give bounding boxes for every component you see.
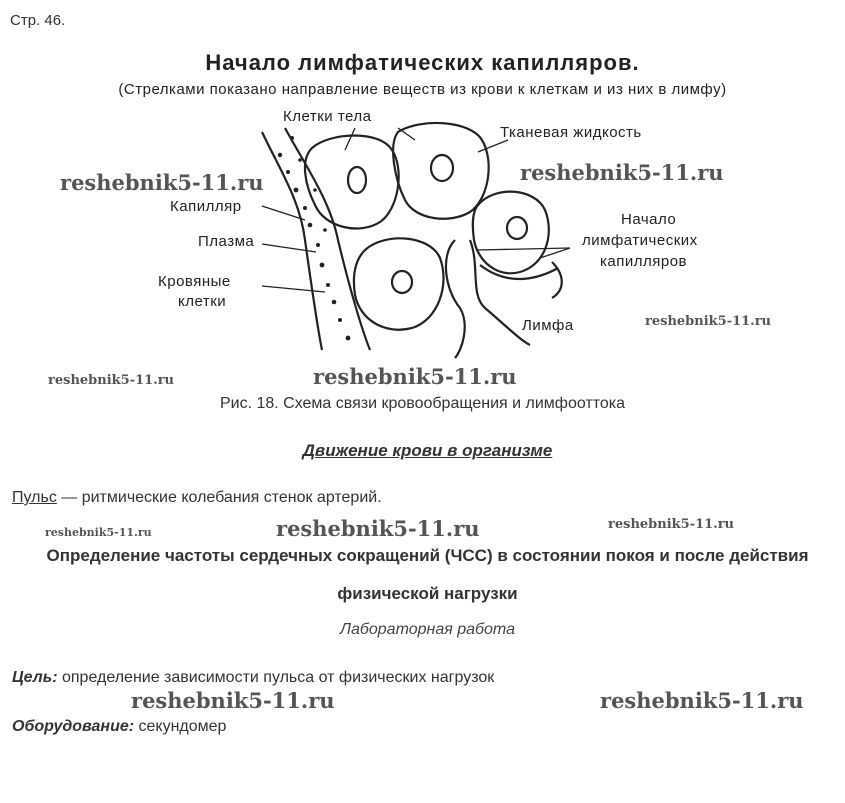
label-blood-cells-2: клетки [178,293,227,310]
watermark: reshebnik5-11.ru [520,160,724,185]
capillary-wall-right [285,128,370,350]
figure-title: Начало лимфатических капилляров. [205,50,640,75]
body-cell [305,136,399,229]
pulse-definition-text: — ритмические колебания стенок артерий. [56,489,382,506]
watermark: reshebnik5-11.ru [48,373,175,388]
watermark: reshebnik5-11.ru [313,364,517,389]
pulse-definition [12,489,382,507]
cell-nucleus [348,167,366,193]
body-cell [473,192,549,274]
lab-heading: Определение частоты сердечных сокращений (ЧСС) в состоянии покоя и после действия физической нагрузки [46,546,809,603]
goal-line [12,669,494,687]
equipment-label: Оборудование: [12,718,135,735]
lymph-capillary [446,240,465,358]
label-capillary: Капилляр [170,198,242,215]
lymph-capillary [552,262,562,298]
watermark: reshebnik5-11.ru [276,516,480,541]
label-plasma: Плазма [198,233,255,250]
label-tissue-fluid: Тканевая жидкость [500,124,642,141]
capillary-wall-left [262,132,322,350]
label-blood-cells-1: Кровяные [158,273,231,290]
goal-text: определение зависимости пульса от физических нагрузок [57,669,495,686]
label-lymph: Лимфа [522,317,574,334]
lab-subtitle: Лабораторная работа [340,621,515,638]
lymph-diagram [0,40,845,392]
cell-nucleus [507,217,527,239]
goal-label: Цель: [12,669,58,686]
label-lymph-start-1: Начало [621,211,677,228]
equipment-line [12,718,226,736]
page-label: Стр. 46. [10,12,66,29]
body-cell [354,238,444,329]
figure-caption: Рис. 18. Схема связи кровообращения и лимфооттока [219,395,626,412]
section-heading: Движение крови в организме [302,441,553,460]
cell-nucleus [431,155,453,181]
watermark: reshebnik5-11.ru [60,170,264,195]
label-lymph-start-3: капилляров [600,253,688,270]
equipment-text: секундомер [134,718,227,735]
body-cell [393,123,489,219]
watermark: reshebnik5-11.ru [600,688,804,713]
watermark: reshebnik5-11.ru [131,688,335,713]
watermark: reshebnik5-11.ru [45,526,152,539]
figure-subtitle: (Стрелками показано направление веществ из крови к клеткам и из них в лимфу) [118,81,727,98]
label-body-cells: Клетки тела [283,108,372,125]
label-lymph-start-2: лимфатических [582,232,698,249]
cell-nucleus [392,271,412,293]
watermark: reshebnik5-11.ru [608,517,735,532]
pulse-term: Пульс [12,489,57,506]
figure [0,40,845,392]
watermark: reshebnik5-11.ru [645,314,772,329]
